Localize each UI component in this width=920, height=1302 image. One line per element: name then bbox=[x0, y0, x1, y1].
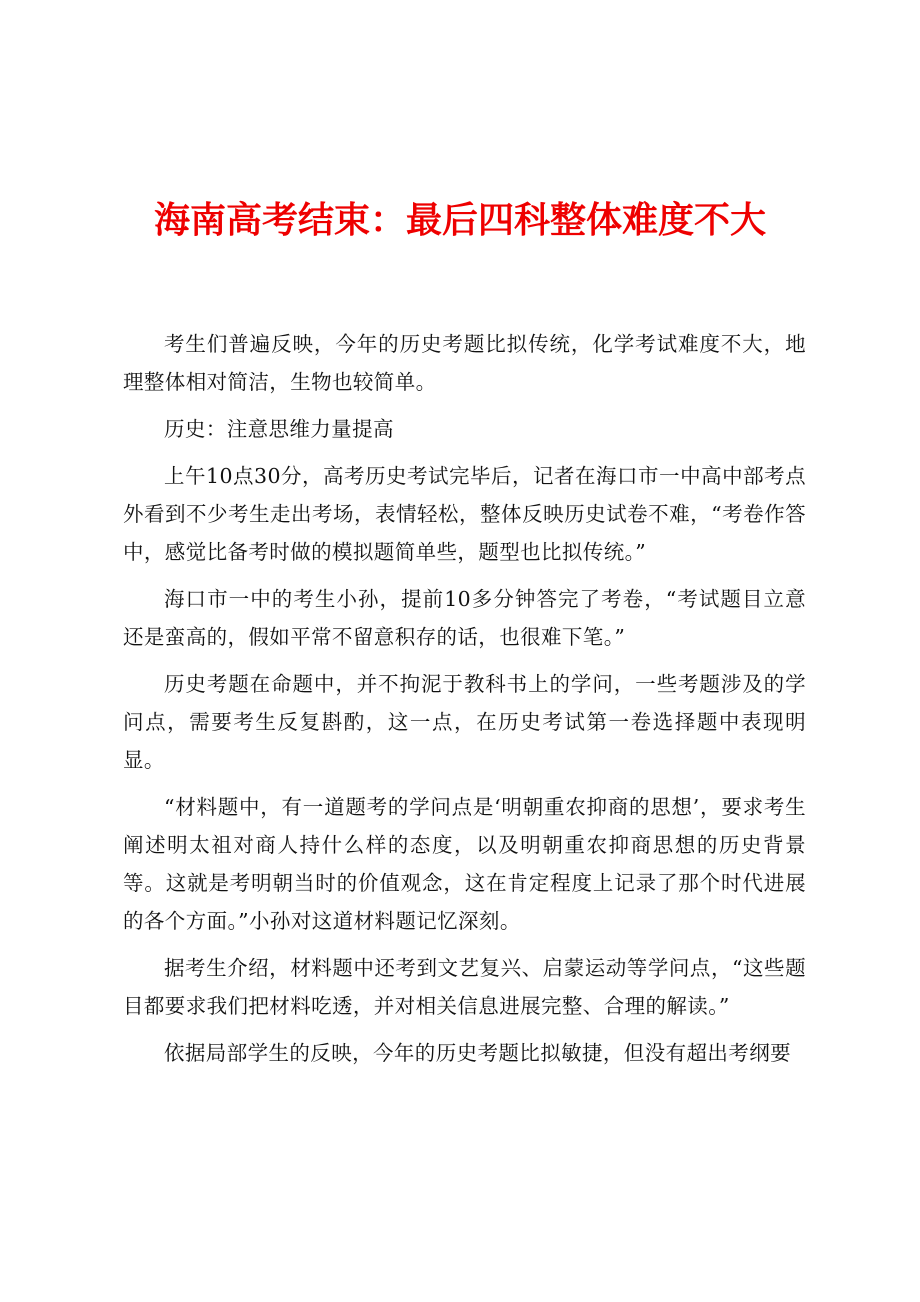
paragraph: 历史考题在命题中，并不拘泥于教科书上的学问，一些考题涉及的学问点，需要考生反复斟酌，这一点，在历史考试第一卷选择题中表现明显。 bbox=[123, 672, 806, 772]
article-body bbox=[123, 325, 806, 1081]
paragraph: 上午10点30分，高考历史考试完毕后，记者在海口市一中高中部考点外看到不少考生走出考场，表情轻松，整体反映历史试卷不难，“考卷作答中，感觉比备考时做的模拟题简单些，题型也比拟传统。” bbox=[123, 464, 806, 564]
paragraph: 考生们普遍反映，今年的历史考题比拟传统，化学考试难度不大，地理整体相对简洁，生物也较简单。 bbox=[123, 332, 806, 394]
paragraph: “材料题中，有一道题考的学问点是‘明朝重农抑商的思想’，要求考生阐述明太祖对商人持什么样的态度，以及明朝重农抑商思想的历史背景等。这就是考明朝当时的价值观念，这在肯定程度上记录了那个时代进展的各个方面。”小孙对这道材料题记忆深刻。 bbox=[123, 795, 806, 933]
article-title: 海南高考结束：最后四科整体难度不大 bbox=[153, 199, 766, 241]
paragraph: 依据局部学生的反映，今年的历史考题比拟敏捷，但没有超出考纲要 bbox=[164, 1041, 791, 1065]
paragraph: 海口市一中的考生小孙，提前10多分钟答完了考卷，“考试题目立意还是蛮高的，假如平常不留意积存的话，也很难下笔。” bbox=[123, 587, 806, 649]
paragraph: 据考生介绍，材料题中还考到文艺复兴、启蒙运动等学问点，“这些题目都要求我们把材料吃透，并对相关信息进展完整、合理的解读。” bbox=[123, 956, 806, 1018]
section-heading: 历史：注意思维力量提高 bbox=[164, 417, 394, 441]
